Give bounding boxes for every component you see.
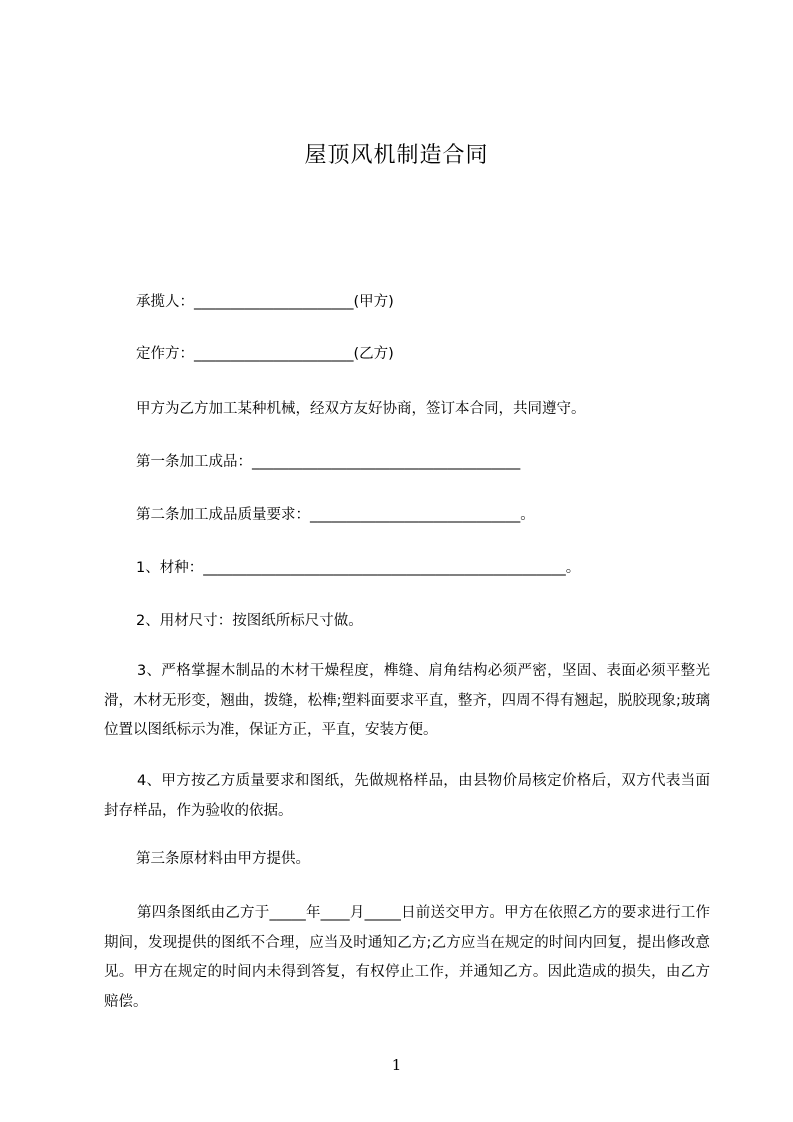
item-2-dimensions: 2、用材尺寸：按图纸所标尺寸做。 [136,613,363,629]
article-1: 第一条加工成品：_____________________________________ [136,454,521,470]
item-1-material: 1、材种：__________________________________________________。 [136,560,581,576]
contractor-line: 承揽人：______________________(甲方) [136,294,394,310]
item-4-sample: 4、甲方按乙方质量要求和图纸，先做规格样品，由县物价局核定价格后，双方代表当面封存样品，作为验收的依据。 [104,773,710,819]
orderer-line: 定作方：______________________(乙方) [136,346,394,362]
page-number: 1 [391,1056,402,1074]
document-title: 屋顶风机制造合同 [304,143,489,168]
item-3-quality: 3、严格掌握木制品的木材干燥程度，榫缝、肩角结构必须严密，坚固、表面必须平整光滑，木材无形变，翘曲，拨缝，松榫;塑料面要求平直，整齐，四周不得有翘起，脱胶现象;玻璃位置以图纸标示为准，保证方正，平直，安装方便。 [104,663,710,738]
article-3: 第三条原材料由甲方提供。 [136,851,310,867]
article-2: 第二条加工成品质量要求：_____________________________。 [136,507,535,523]
intro-paragraph: 甲方为乙方加工某种机械，经双方友好协商，签订本合同，共同遵守。 [136,401,586,417]
article-4: 第四条图纸由乙方于_____年____月_____日前送交甲方。甲方在依照乙方的要求进行工作期间，发现提供的图纸不合理，应当及时通知乙方;乙方应当在规定的时间内回复，提出修改意见。甲方在规定的时间内未得到答复，有权停止工作，并通知乙方。因此造成的损失，由乙方赔偿。 [104,905,710,1010]
